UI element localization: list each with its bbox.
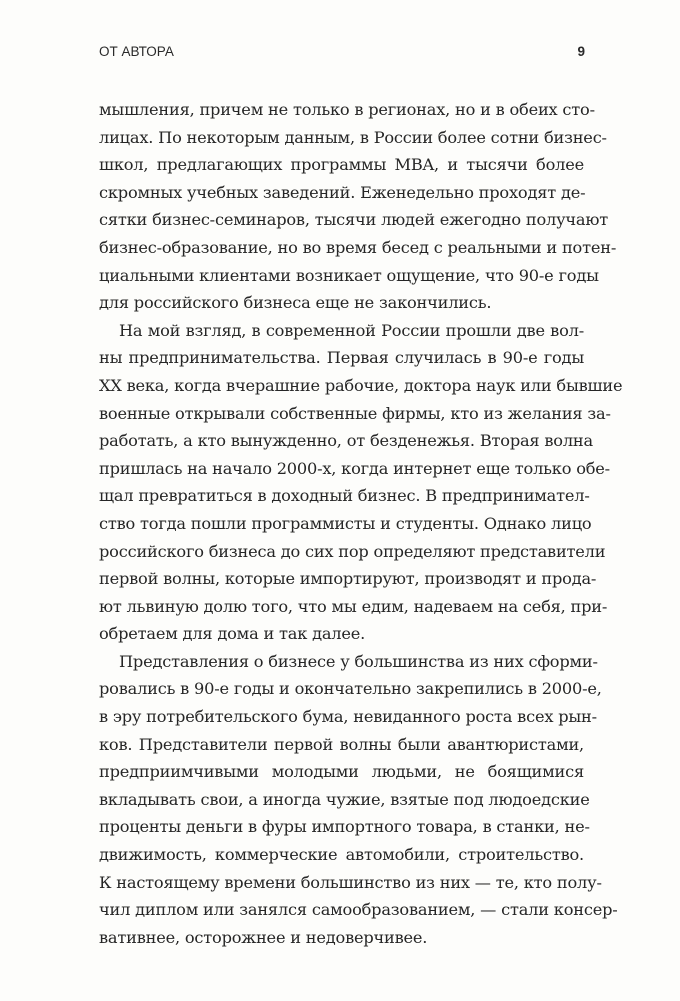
text-line: проценты деньги в фуры импортного товара, в станки, не- [99, 817, 590, 837]
paragraph [99, 648, 618, 952]
text-line: сятки бизнес-семинаров, тысячи людей ежегодно получают [99, 210, 609, 230]
paragraph [99, 317, 623, 648]
text-line: предприимчивыми молодыми людьми, не боящимися [99, 762, 584, 782]
text-line: ны предпринимательства. Первая случилась в 90-е годы [99, 348, 584, 368]
text-line: обретаем для дома и так далее. [99, 624, 366, 644]
text-line: ство тогда пошли программисты и студенты. Однако лицо [99, 513, 592, 533]
text-line: ют львиную долю того, что мы едим, надеваем на себя, при- [99, 596, 608, 616]
text-line: школ, предлагающих программы MBA, и тысячи более [99, 155, 584, 175]
section-title: ОТ АВТОРА [99, 44, 174, 59]
text-line: Представления о бизнесе у большинства из них сформи- [119, 651, 598, 671]
text-line: На мой взгляд, в современной России прошли две вол- [119, 320, 584, 340]
text-line: XX века, когда вчерашние рабочие, доктора наук или бывшие [99, 375, 623, 395]
text-line: лицах. По некоторым данным, в России более сотни бизнес- [99, 127, 607, 147]
text-line: чил диплом или занялся самообразованием, — стали консер- [99, 900, 618, 920]
text-line: ков. Представители первой волны были авантюристами, [99, 734, 584, 754]
paragraph [99, 96, 617, 317]
page-number: 9 [577, 44, 585, 59]
text-line: работать, а кто вынужденно, от безденежья. Вторая волна [99, 431, 593, 451]
text-line: вативнее, осторожнее и недоверчивее. [99, 927, 428, 947]
text-line: в эру потребительского бума, невиданного роста всех рын- [99, 707, 597, 727]
text-line: первой волны, которые импортируют, производят и прода- [99, 569, 597, 589]
text-line: движимость, коммерческие автомобили, строительство. [99, 845, 584, 865]
text-line: циальными клиентами возникает ощущение, что 90-е годы [99, 265, 599, 285]
text-line: ровались в 90-е годы и окончательно закрепились в 2000-е, [99, 679, 602, 699]
text-line: бизнес-образование, но во время бесед с реальными и потен- [99, 237, 617, 257]
text-line: для российского бизнеса еще не закончились. [99, 293, 492, 313]
page-body-text [99, 96, 623, 951]
running-header [99, 44, 585, 59]
text-line: щал превратиться в доходный бизнес. В предпринимател- [99, 486, 590, 506]
text-line: вкладывать свои, а иногда чужие, взятые под людоедские [99, 789, 590, 809]
text-line: скромных учебных заведений. Еженедельно проходят де- [99, 182, 586, 202]
text-line: мышления, причем не только в регионах, но и в обеих сто- [99, 100, 595, 119]
text-line: пришлась на начало 2000-х, когда интернет еще только обе- [99, 458, 610, 478]
text-line: К настоящему времени большинство из них — те, кто полу- [99, 872, 602, 892]
text-line: российского бизнеса до сих пор определяют представители [99, 541, 606, 561]
text-line: военные открывали собственные фирмы, кто из желания за- [99, 403, 611, 423]
